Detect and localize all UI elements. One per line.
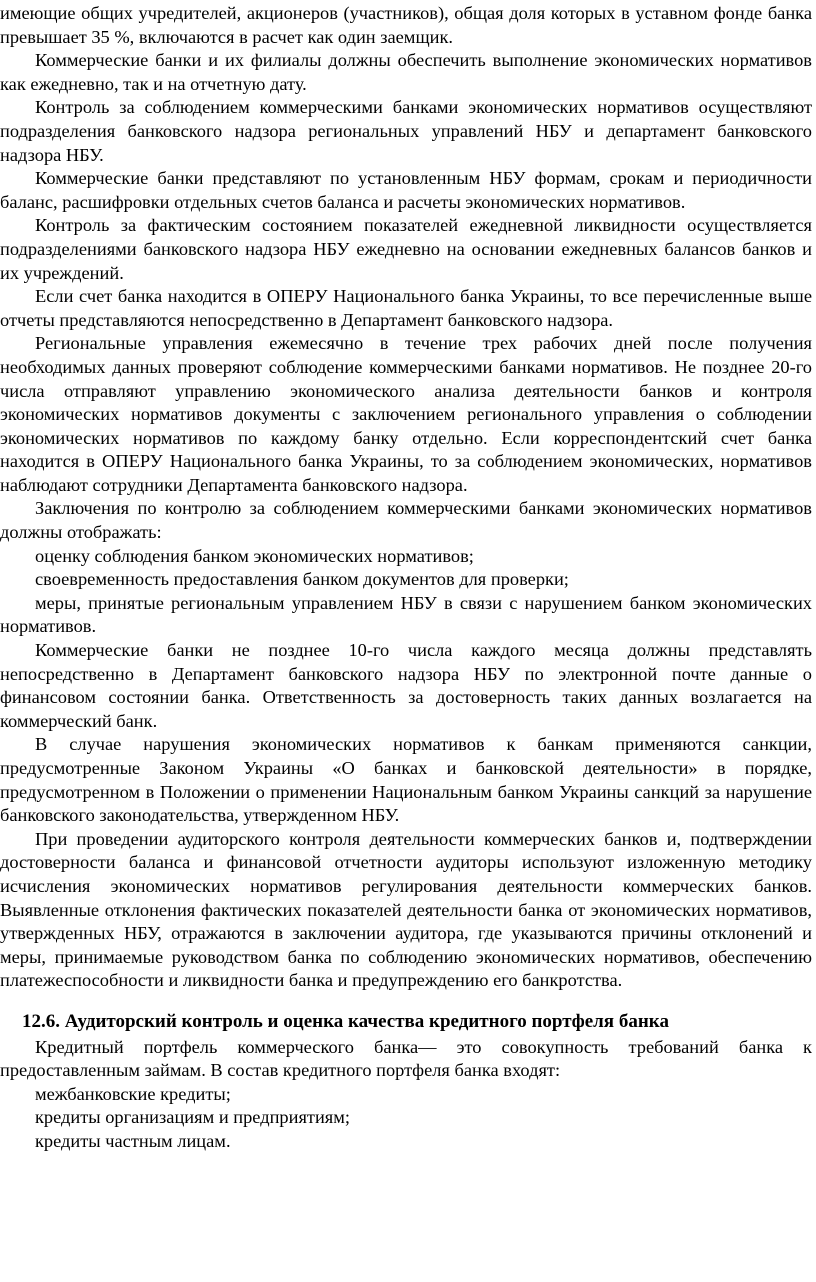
- list-item: меры, принятые региональным управлением НБУ в связи с нарушением банком экономических нормативов.: [0, 592, 812, 637]
- list-item: своевременность предоставления банком документов для проверки;: [35, 569, 569, 590]
- paragraph: В случае нарушения экономических нормативов к банкам применяются санкции, предусмотренные Законом Украины «О банках и банковской деятельности» в порядке, предусмотренном в Положении о применении Национальным банком Украины санкций за нарушение банковского законодательства, утвержденном НБУ.: [0, 734, 812, 826]
- paragraph: При проведении аудиторского контроля деятельности коммерческих банков и, подтверждении достоверности баланса и финансовой отчетности аудиторы используют изложенную методику исчисления экономических нормативов регулирования деятельности коммерческих банков. Выявленные отклонения фактических показателей деятельности банка от экономических нормативов, утвержденных НБУ, отражаются в заключении аудитора, где указываются причины отклонений и меры, принимаемые руководством банка по соблюдению экономических нормативов, обеспечению платежеспособности и ликвидности банка и предупреждению его банкротства.: [0, 828, 812, 991]
- paragraph-continued: имеющие общих учредителей, акционеров (участников), общая доля которых в уставном фонде банка превышает 35 %, включаются в расчет как один заемщик.: [0, 3, 812, 47]
- paragraph: Региональные управления ежемесячно в течение трех рабочих дней после получения необходимых данных проверяют соблюдение коммерческими банками нормативов. Не позднее 20-го числа отправляют управлению экономического анализа деятельности банков и контроля экономических нормативов документы с заключением регионального управления о соблюдении экономических нормативов по каждому банку отдельно. Если корреспондентский счет банка находится в ОПЕРУ Национального банка Украины, то за соблюдением экономических, нормативов наблюдают сотрудники Департамента банковского надзора.: [0, 333, 812, 495]
- paragraph: Контроль за фактическим состоянием показателей ежедневной ликвидности осуществляется подразделениями банковского надзора НБУ ежедневно на основании ежедневных балансов банков и их учреждений.: [0, 215, 812, 283]
- section-intro: Кредитный портфель коммерческого банка— это совокупность требований банка к предоставленным займам. В состав кредитного портфеля банка входят:: [0, 1036, 812, 1081]
- list-item: кредиты организациям и предприятиям;: [35, 1107, 351, 1128]
- paragraph: Коммерческие банки не позднее 10-го числа каждого месяца должны представлять непосредственно в Департамент банковского надзора НБУ по электронной почте данные о финансовом состоянии банка. Ответственность за достоверность таких данных возлагается на коммерческий банк.: [0, 640, 812, 731]
- list-item: оценку соблюдения банком экономических нормативов;: [35, 545, 474, 566]
- paragraph: Заключения по контролю за соблюдением коммерческими банками экономических нормативов должны отображать:: [0, 498, 812, 543]
- paragraph: Коммерческие банки представляют по установленным НБУ формам, срокам и периодичности баланс, расшифровки отдельных счетов баланса и расчеты экономических нормативов.: [0, 168, 812, 212]
- paragraph: Контроль за соблюдением коммерческими банками экономических нормативов осуществляют подразделения банковского надзора региональных управлений НБУ и департамент банковского надзора НБУ.: [0, 97, 812, 165]
- paragraph: Коммерческие банки и их филиалы должны обеспечить выполнение экономических нормативов как ежедневно, так и на отчетную дату.: [0, 50, 812, 94]
- section-heading: 12.6. Аудиторский контроль и оценка качества кредитного портфеля банка: [22, 1010, 669, 1032]
- list-item: межбанковские кредиты;: [35, 1083, 231, 1104]
- portfolio-list: [0, 1083, 812, 1154]
- conclusion-list: [0, 545, 812, 639]
- paragraph: Если счет банка находится в ОПЕРУ Национального банка Украины, то все перечисленные выше отчеты представляются непосредственно в Департамент банковского надзора.: [0, 286, 812, 330]
- list-item: кредиты частным лицам.: [35, 1130, 231, 1151]
